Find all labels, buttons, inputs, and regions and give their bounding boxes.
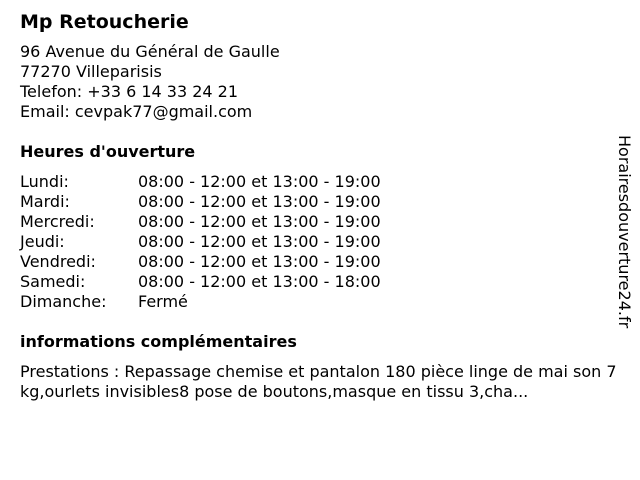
info-text: Prestations : Repassage chemise et pantalon 180 pièce linge de mai son 7 kg,ourlets invisibles8 pose de boutons,masque en tissu 3,cha...: [20, 362, 617, 401]
email-address: Email: cevpak77@gmail.com: [20, 102, 253, 121]
address-street: 96 Avenue du Général de Gaulle: [20, 42, 280, 61]
day-label: Jeudi:: [20, 232, 65, 251]
day-label: Mercredi:: [20, 212, 95, 231]
time-value: 08:00 - 12:00 et 13:00 - 19:00: [138, 212, 381, 231]
site-watermark: Horairesdouverture24.fr: [615, 135, 634, 329]
business-card: [20, 10, 620, 402]
hours-row-tuesday: [20, 192, 620, 212]
day-label: Vendredi:: [20, 252, 96, 271]
time-value: 08:00 - 12:00 et 13:00 - 19:00: [138, 252, 381, 271]
hours-table: [20, 172, 620, 312]
contact-block: [20, 42, 620, 122]
address-city: 77270 Villeparisis: [20, 62, 162, 81]
business-name: Mp Retoucherie: [20, 11, 189, 33]
hours-row-sunday: [20, 292, 620, 312]
phone-number: Telefon: +33 6 14 33 24 21: [20, 82, 239, 101]
day-label: Mardi:: [20, 192, 70, 211]
time-value: 08:00 - 12:00 et 13:00 - 19:00: [138, 192, 381, 211]
time-value: 08:00 - 12:00 et 13:00 - 19:00: [138, 172, 381, 191]
info-heading: informations complémentaires: [20, 332, 297, 351]
hours-row-monday: [20, 172, 620, 192]
time-value: 08:00 - 12:00 et 13:00 - 19:00: [138, 232, 381, 251]
hours-row-saturday: [20, 272, 620, 292]
day-label: Samedi:: [20, 272, 86, 291]
hours-row-wednesday: [20, 212, 620, 232]
time-value: 08:00 - 12:00 et 13:00 - 18:00: [138, 272, 381, 291]
hours-heading: Heures d'ouverture: [20, 142, 196, 161]
hours-row-thursday: [20, 232, 620, 252]
hours-row-friday: [20, 252, 620, 272]
time-value: Fermé: [138, 292, 188, 311]
day-label: Lundi:: [20, 172, 69, 191]
day-label: Dimanche:: [20, 292, 107, 311]
